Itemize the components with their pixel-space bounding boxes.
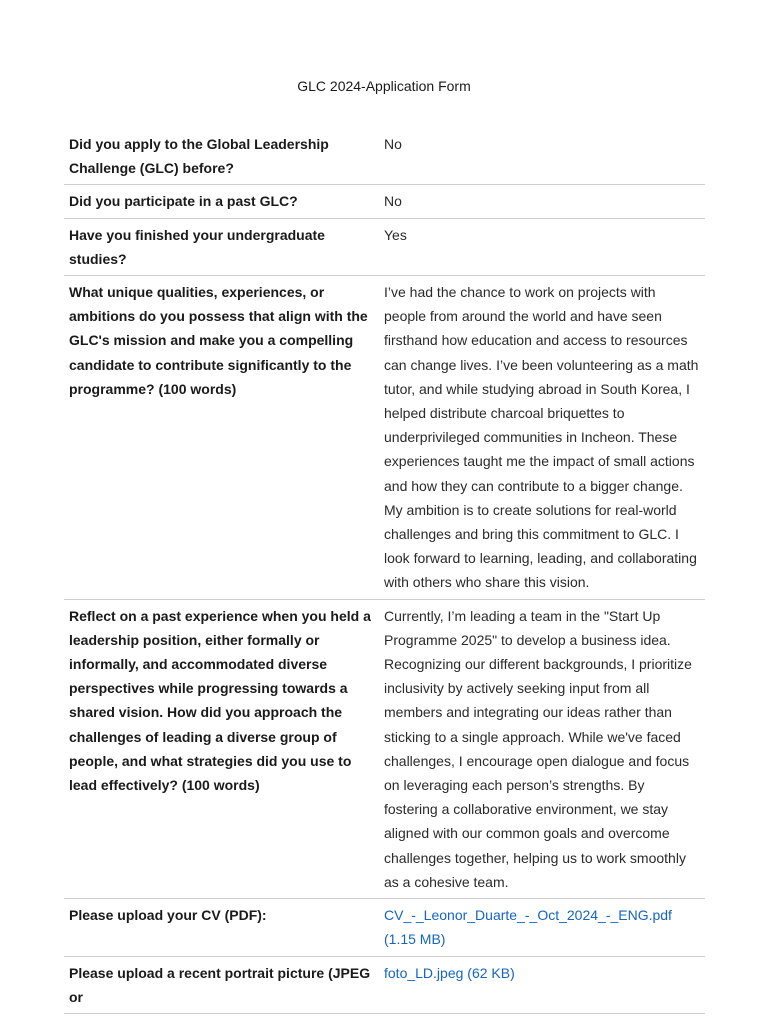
table-row xyxy=(64,219,705,276)
cv-file-link[interactable]: CV_-_Leonor_Duarte_-_Oct_2024_-_ENG.pdf (1.15 MB) xyxy=(384,907,672,948)
question-upload-portrait: Please upload a recent portrait picture (JPEG or xyxy=(69,964,371,1005)
answer-leadership-experience: Currently, I’m leading a team in the "Start Up Programme 2025" to develop a business idea. Recognizing our different backgrounds, I prioritize inclusivity by actively seeking input from all members and integrating our ideas rather than sticking to a single approach. While we've faced challenges, I encourage open dialogue and focus on leveraging each person’s strengths. By fostering a collaborative environment, we stay aligned with our common goals and overcome challenges together, helping us to work smoothly as a cohesive team. xyxy=(384,607,692,890)
question-glc-applied-before: Did you apply to the Global Leadership Challenge (GLC) before? xyxy=(69,136,329,177)
question-unique-qualities: What unique qualities, experiences, or ambitions do you possess that align with the GLC's mission and make you a compelling candidate to contribute significantly to the programme? (100 words) xyxy=(69,284,368,397)
question-upload-cv: Please upload your CV (PDF): xyxy=(69,907,267,924)
table-row xyxy=(64,276,705,600)
table-row xyxy=(64,899,705,956)
form-title: GLC 2024-Application Form xyxy=(297,78,471,94)
table-row xyxy=(64,185,705,218)
answer-past-glc-participation: No xyxy=(384,193,402,210)
form-table xyxy=(64,127,705,1014)
question-past-glc-participation: Did you participate in a past GLC? xyxy=(69,193,298,210)
answer-glc-applied-before: No xyxy=(384,136,402,152)
answer-undergraduate-finished: Yes xyxy=(384,226,407,243)
question-undergraduate-finished: Have you finished your undergraduate studies? xyxy=(69,226,325,267)
table-row xyxy=(64,127,705,185)
answer-unique-qualities: I’ve had the chance to work on projects with people from around the world and have seen firsthand how education and access to resources can change lives. I’ve been volunteering as a math tutor, and while studying abroad in South Korea, I helped distribute charcoal briquettes to underprivileged communities in Incheon. These experiences taught me the impact of small actions and how they can contribute to a bigger change. My ambition is to create solutions for real-world challenges and bring this commitment to GLC. I look forward to learning, leading, and collaborating with others who share this vision. xyxy=(384,284,699,591)
table-row xyxy=(64,957,705,1014)
question-leadership-experience: Reflect on a past experience when you held a leadership position, either formally or informally, and accommodated diverse perspectives while progressing towards a shared vision. How did you approach the challenges of leading a diverse group of people, and what strategies did you use to lead effectively? (100 words) xyxy=(69,607,371,794)
table-row xyxy=(64,600,705,899)
portrait-file-link[interactable]: foto_LD.jpeg (62 KB) xyxy=(384,964,515,981)
